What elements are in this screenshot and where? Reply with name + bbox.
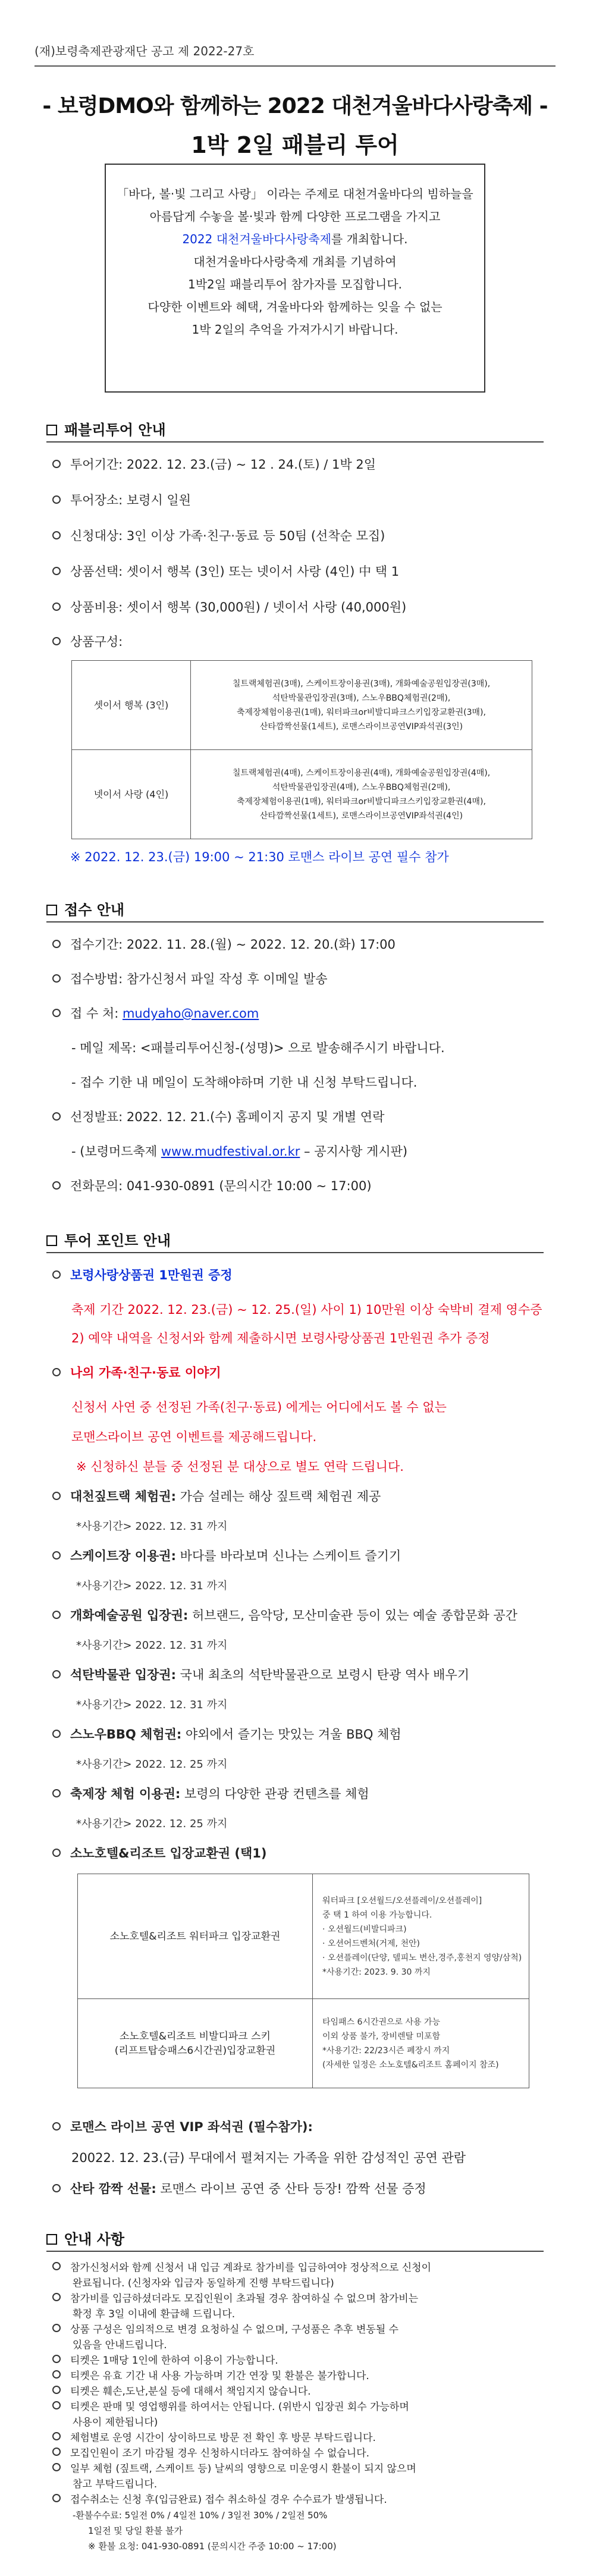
intro-line [106,228,484,250]
item-text: 사용이 제한됩니다) [73,2417,158,2428]
circle-bullet-icon [52,531,61,539]
point-santa [52,2179,426,2197]
item-text: 허브랜드, 음악당, 모산미술관 등이 있는 예술 종합문화 공간 [188,1608,517,1623]
circle-bullet-icon [52,2293,61,2301]
table-row [78,1874,529,1999]
item-text: 티켓은 훼손,도난,분실 등에 대해서 책임지지 않습니다. [70,2386,311,2398]
desc-line: · 오션어드벤처(거제, 천안) [322,1938,420,1949]
item-text: 접 수 처: [70,1006,123,1021]
item-label: 축제장 체험 이용권: [70,1787,181,1801]
notice-number: (재)보령축제관광재단 공고 제 2022-27호 [34,44,255,58]
intro-line: 1박2일 패블리투어 참가자를 모집합니다. [188,277,402,291]
item-text: 참가신청서와 함께 신청서 내 입금 계좌로 참가비를 입금하여야 정상적으로 신청이 [70,2262,431,2274]
circle-bullet-icon [52,2184,61,2192]
package-line: 축제장체험이용권(1매), 워터파크or비발디파크스키입장교환권(3매), [237,707,486,717]
refund-fee: 1일전 및 당일 환불 불가 [88,2525,183,2536]
item-label: 스노우BBQ 체험권: [70,1727,182,1742]
point-snow-bbq [52,1725,401,1743]
usage-period: *사용기간> 2022. 12. 25 까지 [76,1758,228,1771]
circle-bullet-icon [52,2448,61,2456]
usage-period: *사용기간> 2022. 12. 31 까지 [76,1520,228,1533]
intro-box [105,164,485,393]
square-icon [46,1235,57,1246]
item-text: 접수방법: 참가신청서 파일 작성 후 이메일 발송 [70,972,328,986]
point-festival-exp [52,1784,369,1802]
point-voucher [52,1266,233,1284]
circle-bullet-icon [52,1611,61,1619]
festival-name: 2022 대천겨울바다사랑축제 [182,232,331,246]
circle-bullet-icon [52,1730,61,1738]
circle-bullet-icon [52,1551,61,1560]
circle-bullet-icon [52,603,61,611]
square-icon [46,2234,57,2245]
circle-bullet-icon [52,2401,61,2409]
item-text: 티켓은 유효 기간 내 사용 가능하며 기간 연장 및 환불은 불가합니다. [70,2370,369,2382]
section-heading-notes [46,2227,124,2248]
circle-bullet-icon [52,2370,61,2379]
item-text: 투어기간: 2022. 12. 23.(금) ~ 12 . 24.(토) / 1박 2일 [70,457,376,472]
item-label: 대천짚트랙 체험권: [70,1489,176,1504]
point-coal-museum [52,1665,469,1683]
item-text: 완료됩니다. (신청자와 입금자 동일하게 진행 부탁드립니다) [73,2277,334,2289]
circle-bullet-icon [52,2355,61,2363]
circle-bullet-icon [52,2494,61,2502]
list-item [52,2353,540,2368]
desc-line: 워터파크 [오션월드/오션플레이/오션플레이] [322,1896,482,1906]
list-item [52,2384,540,2399]
item-text: 상품선택: 셋이서 행복 (3인) 또는 넷이서 사랑 (4인) 中 택 1 [70,564,400,579]
desc-line: *사용기간: 22/23시즌 폐장시 까지 [322,2045,450,2056]
item-text: 로맨스 라이브 공연 중 산타 등장! 깜짝 선물 증정 [156,2182,426,2196]
list-item [52,2446,540,2461]
list-item [52,2260,540,2291]
intro-line: 다양한 이벤트와 혜택, 겨울바다와 함께하는 잊을 수 없는 [148,300,442,314]
resort-option [78,1999,313,2088]
item-text: 상품구성: [70,635,123,649]
circle-bullet-icon [52,2432,61,2440]
section-title: 안내 사항 [64,2231,125,2248]
point-story [52,1363,221,1381]
usage-period: *사용기간> 2022. 12. 31 까지 [76,1580,228,1592]
section-divider [46,2251,544,2252]
list-item [52,2430,540,2446]
intro-line: 아름답게 수놓을 볼·빛과 함께 다양한 프로그램을 가지고 [149,209,441,224]
circle-bullet-icon [52,495,61,504]
point-vip-seat [52,2117,313,2135]
item-label: 개화예술공원 입장권: [70,1608,189,1623]
intro-line: 대천겨울바다사랑축제 개최를 기념하여 [193,255,397,269]
package-line: 석탄박물관입장권(4매), 스노우BBQ체험권(2매), [272,782,451,792]
desc-line: · 오션플레이(단양, 델피노 변산,경주,홍천지 영양/삼척) [322,1953,522,1963]
product-cost [52,598,406,616]
voucher-detail: 2) 예약 내역을 신청서와 함께 제출하시면 보령사랑상품권 1만원권 추가 증정 [71,1331,490,1345]
item-text: 신청대상: 3인 이상 가족·친구·동료 등 50팀 (선착순 모집) [70,529,385,543]
section-title: 접수 안내 [64,902,125,918]
section-divider [46,921,544,923]
list-item [52,2399,540,2430]
circle-bullet-icon [52,1112,61,1121]
list-item [52,2322,540,2353]
package-name: 셋이서 행복 (3인) [72,661,191,750]
item-text: 접수기간: 2022. 11. 28.(월) ~ 2022. 12. 20.(화) 17:00 [70,937,396,952]
package-contents [191,750,532,839]
tour-period [52,455,376,473]
circle-bullet-icon [52,1789,61,1797]
circle-bullet-icon [52,1670,61,1678]
refund-request: ※ 환불 요청: 041-930-0891 (문의시간 주중 10:00 ~ 17:00) [88,2541,337,2552]
item-label: 스케이트장 이용권: [70,1549,176,1563]
package-table [71,660,532,839]
point-art-park [52,1606,517,1624]
option-line: 소노호텔&리조트 비발디파크 스키 [120,2030,271,2042]
point-sono-resort [52,1844,266,1862]
list-item [52,2461,540,2492]
resort-table [77,1874,529,2088]
item-text: 전화문의: 041-930-0891 (문의시간 10:00 ~ 17:00) [70,1179,372,1193]
announcement [52,1107,384,1125]
circle-bullet-icon [52,1849,61,1857]
desc-line: 중 택 1 하여 이용 가능합니다. [322,1910,432,1920]
package-contents [191,661,532,750]
page-subtitle: 1박 2일 패블리 투어 [191,132,399,158]
item-text: 티켓은 1매당 1인에 한하여 이용이 가능합니다. [70,2355,278,2367]
item-text: 국내 최초의 석탄박물관으로 보령시 탄광 역사 배우기 [176,1668,470,1682]
product-choice [52,562,399,580]
item-text: 바다를 바라보며 신나는 스케이트 즐기기 [176,1549,401,1563]
item-text: 참고 부탁드립니다. [73,2478,158,2490]
package-line: 산타깜짝선물(1세트), 로맨스라이브공연VIP좌석권(4인) [259,811,463,821]
section-heading-apply [46,898,124,919]
story-note: ※ 신청하신 분들 중 선정된 분 대상으로 별도 연락 드립니다. [76,1460,404,1474]
package-name: 넷이서 사랑 (4인) [72,750,191,839]
notes-list [52,2260,540,2554]
section-title: 패블리투어 안내 [64,422,166,438]
intro-text: 를 개최합니다. [331,232,408,246]
circle-bullet-icon [52,1270,61,1279]
apply-target [52,526,385,544]
point-zipline [52,1487,381,1505]
desc-line: (자세한 일정은 소노호텔&리조트 홈페이지 참조) [322,2060,499,2070]
desc-line: *사용기간: 2023. 9. 30 까지 [322,1967,431,1977]
item-text: 체험별로 운영 시간이 상이하므로 방문 전 확인 후 방문 부탁드립니다. [70,2432,376,2444]
homepage-link[interactable]: www.mudfestival.or.kr [161,1144,300,1159]
intro-line: 1박 2일의 추억을 가져가시기 바랍니다. [192,322,398,337]
square-icon [46,425,57,435]
circle-bullet-icon [52,460,61,468]
usage-period: *사용기간> 2022. 12. 31 까지 [76,1699,228,1711]
voucher-detail: 축제 기간 2022. 12. 23.(금) ~ 12. 25.(일) 사이 1) 10만원 이상 숙박비 결제 영수증 [71,1303,542,1317]
refund-fee: -환불수수료: 5일전 0% / 4일전 10% / 3일전 30% / 2일전 50% [73,2510,328,2521]
circle-bullet-icon [52,940,61,948]
tour-place [52,491,191,509]
email-link[interactable]: mudyaho@naver.com [122,1006,259,1021]
item-text: 있음을 안내드립니다. [73,2339,167,2351]
package-line: 칠트랙체험권(4매), 스케이트장이용권(4매), 개화예술공원입장권(4매), [232,768,491,778]
option-line: (리프트탑승패스6시간권)입장교환권 [114,2044,276,2057]
resort-desc [313,1999,529,2088]
circle-bullet-icon [52,2122,61,2131]
item-text: 모집인원이 조기 마감될 경우 신청하시더라도 참여하실 수 없습니다. [70,2448,370,2459]
circle-bullet-icon [52,2463,61,2471]
desc-line: 타임패스 6시간권으로 사용 가능 [322,2017,441,2027]
apply-contact [52,1004,259,1022]
usage-period: *사용기간> 2022. 12. 25 까지 [76,1818,228,1830]
circle-bullet-icon [52,1492,61,1500]
circle-bullet-icon [52,1009,61,1017]
section-heading-points [46,1229,171,1250]
package-line: 칠트랙체험권(3매), 스케이트장이용권(3매), 개화예술공원입장권(3매), [232,679,491,689]
homepage-note [71,1142,407,1160]
story-detail: 로맨스라이브 공연 이벤트를 제공해드립니다. [71,1430,317,1444]
item-text: 가슴 설레는 해상 짚트랙 체험권 제공 [176,1489,381,1504]
intro-line: 「바다, 볼·빛 그리고 사랑」 이라는 주제로 대천겨울바다의 빔하늘을 [117,187,473,201]
product-composition [52,632,123,650]
section-title: 투어 포인트 안내 [64,1232,171,1249]
item-text: - (보령머드축제 [71,1144,161,1159]
point-skate [52,1546,401,1564]
item-label: 석탄박물관 입장권: [70,1668,176,1682]
item-text: 야외에서 즐기는 맛있는 겨울 BBQ 체험 [181,1727,401,1742]
circle-bullet-icon [52,2324,61,2332]
package-line: 석탄박물관입장권(3매), 스노우BBQ체험권(2매), [272,693,451,703]
item-text: 접수취소는 신청 후(입금완료) 접수 취소하실 경우 수수료가 발생됩니다. [70,2494,387,2506]
circle-bullet-icon [52,2262,61,2270]
item-text: 확정 후 3일 이내에 환급해 드립니다. [73,2308,236,2320]
section-heading-tour [46,418,166,439]
divider [34,65,556,67]
table-row [78,1999,529,2088]
item-text: 나의 가족·친구·동료 이야기 [70,1366,221,1380]
list-item [52,2368,540,2384]
section-divider [46,1252,544,1253]
desc-line: · 오션월드(비발디파크) [322,1924,407,1934]
item-text: 참가비를 입금하셨더라도 모집인원이 초과될 경우 참여하실 수 없으며 참가비는 [70,2293,419,2305]
item-text: 소노호텔&리조트 입장교환권 (택1) [70,1846,267,1860]
table-row [72,750,532,839]
deadline-note: - 접수 기한 내 메일이 도착해야하며 기한 내 신청 부탁드립니다. [71,1075,418,1090]
resort-desc [313,1874,529,1999]
required-note: ※ 2022. 12. 23.(금) 19:00 ~ 21:30 로맨스 라이브 공연 필수 참가 [70,850,449,864]
circle-bullet-icon [52,1181,61,1190]
item-text: – 공지사항 게시판) [300,1144,408,1159]
page-title: - 보령DMO와 함께하는 2022 대천겨울바다사랑축제 - [42,94,548,118]
square-icon [46,905,57,915]
item-text: 보령의 다양한 관광 컨텐츠를 체험 [180,1787,369,1801]
title-block [0,89,590,159]
usage-period: *사용기간> 2022. 12. 31 까지 [76,1639,228,1652]
item-text: 투어장소: 보령시 일원 [70,493,191,507]
desc-line: 이외 상품 불가, 장비렌탈 미포함 [322,2031,441,2041]
item-text: 티켓은 판매 및 영업행위를 하여서는 안됩니다. (위반시 입장권 회수 가능하며 [70,2401,409,2413]
item-text: 선정발표: 2022. 12. 21.(수) 홈페이지 공지 및 개별 연락 [70,1110,385,1124]
vip-detail: 20022. 12. 23.(금) 무대에서 펼쳐지는 가족을 위한 감성적인 공연 관람 [71,2151,466,2165]
item-text: 일부 체험 (짚트랙, 스케이트 등) 날씨의 영향으로 미운영시 환불이 되지 않으며 [70,2463,416,2475]
table-row [72,661,532,750]
item-text: 상품 구성은 임의적으로 변경 요청하실 수 없으며, 구성품은 추후 변동될 수 [70,2324,399,2336]
item-label: 산타 깜짝 선물: [70,2182,156,2196]
section-divider [46,441,544,443]
circle-bullet-icon [52,1368,61,1376]
list-item [52,2492,540,2508]
list-item [52,2291,540,2322]
package-line: 축제장체험이용권(1매), 워터파크or비발디파크스키입장교환권(4매), [237,796,486,807]
resort-option: 소노호텔&리조트 워터파크 입장교환권 [78,1874,313,1999]
item-text: 상품비용: 셋이서 행복 (30,000원) / 넷이서 사랑 (40,000원) [70,600,407,614]
circle-bullet-icon [52,2386,61,2394]
phone-inquiry [52,1176,372,1194]
mail-subject-note: - 메일 제목: <패블리투어신청-(성명)> 으로 발송해주시기 바랍니다. [71,1041,445,1055]
story-detail: 신청서 사연 중 선정된 가족(친구·동료) 에게는 어디에서도 볼 수 없는 [71,1400,447,1414]
circle-bullet-icon [52,974,61,983]
package-line: 산타깜짝선물(1세트), 로맨스라이브공연VIP좌석권(3인) [259,721,463,732]
apply-period [52,935,396,953]
apply-method [52,969,328,987]
item-text: 로맨스 라이브 공연 VIP 좌석권 (필수참가): [70,2120,313,2134]
circle-bullet-icon [52,637,61,645]
item-text: 보령사랑상품권 1만원권 증정 [70,1268,233,1282]
circle-bullet-icon [52,567,61,575]
